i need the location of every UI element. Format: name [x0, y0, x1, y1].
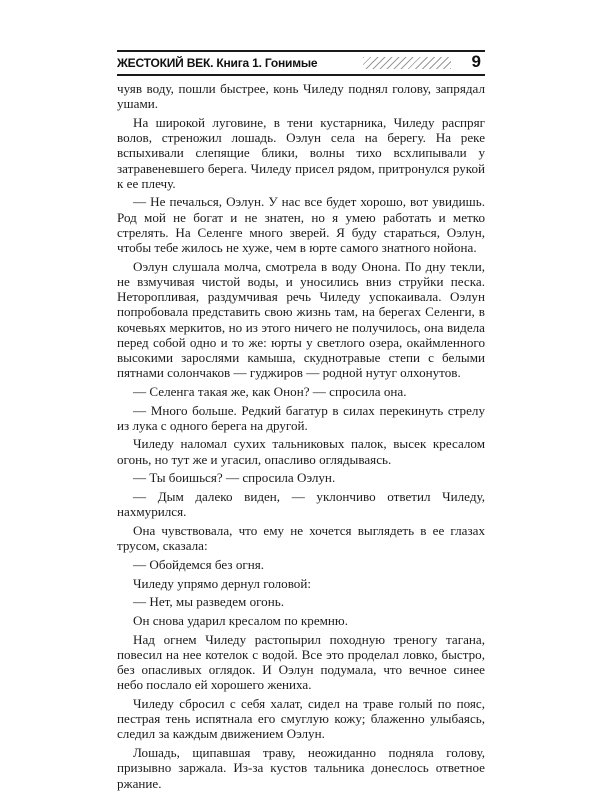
header-rule-top	[117, 50, 485, 52]
paragraph: На широкой луговине, в тени кустарника, Чиледу распряг волов, стреножил лошадь. Оэлун села на берегу. На реке вспыхивали слепящие блики, волны тихо всхлипывали у затравеневшего берега. Чиледу присел рядом, притронулся рукой к ее плечу.	[117, 114, 485, 191]
paragraph: Чиледу упрямо дернул головой:	[133, 575, 311, 591]
paragraph: Чиледу сбросил с себя халат, сидел на траве голый по пояс, пестрая тень испятнала его смуглую кожу; блаженно улыбаясь, следил за каждым движением Оэлун.	[117, 696, 485, 742]
paragraph: чуяв воду, пошли быстрее, конь Чиледу поднял голову, запрядал ушами.	[117, 81, 485, 112]
paragraph: Она чувствовала, что ему не хочется выглядеть в ее глазах трусом, сказала:	[117, 522, 485, 554]
page-number: 9	[471, 52, 481, 71]
paragraph: — Ты боишься? — спросила Оэлун.	[133, 470, 336, 486]
running-header	[117, 50, 485, 76]
paragraph: Он снова ударил кресалом по кремню.	[133, 613, 348, 628]
paragraph: Лошадь, щипавшая траву, неожиданно подняла голову, призывно заржала. Из-за кустов тальника донеслось ответное ржание.	[117, 745, 485, 791]
paragraph: — Не печалься, Оэлун. У нас все будет хорошо, вот увидишь. Род мой не богат и не знатен, но я умею работать и метко стрелять. На Селенге много зверей. Я буду стараться, Оэлун, чтобы тебе жилось не хуже, чем в юрте самого знатного нойона.	[117, 194, 485, 256]
paragraph: — Нет, мы разведем огонь.	[133, 594, 284, 610]
paragraph: Чиледу наломал сухих тальниковых палок, высек кресалом огонь, но тут же и угасил, опасливо оглядываясь.	[117, 436, 485, 467]
running-title: ЖЕСТОКИЙ ВЕК. Книга 1. Гонимые	[117, 56, 318, 70]
paragraph: — Обойдемся без огня.	[133, 556, 265, 572]
paragraph: — Дым далеко виден, — уклончиво ответил Чиледу, нахмурился.	[117, 489, 485, 520]
header-hatch-ornament	[363, 57, 451, 69]
paragraph: — Селенга такая же, как Онон? — спросила она.	[133, 383, 407, 399]
paragraph: Над огнем Чиледу растопырил походную треногу тагана, повесил на нее котелок с водой. Все это проделал ловко, быстро, без опасливых оглядок. И Оэлун подумала, что вечное синее небо послало ей хорошего жениха.	[117, 631, 485, 693]
header-rule-bottom	[117, 74, 485, 76]
body-text	[117, 81, 485, 791]
paragraph: — Много больше. Редкий багатур в силах перекинуть стрелу из лука с одного берега на другой.	[117, 402, 485, 433]
paragraph: Оэлун слушала молча, смотрела в воду Онона. По дну текли, не взмучивая чистой воды, и уносились вниз струйки песка. Неторопливая, раздумчивая речь Чиледу успокаивала. Оэлун попробовала представить свою жизнь там, на берегах Селенги, в кочевьях меркитов, но из этого ничего не получилось, она видела перед собой одно и то же: юрты у светлого озера, окаймленного высокими зарослями камыша, скуднотравые степи с белыми пятнами солончаков — гуджиров — родной нутуг олхонутов.	[117, 258, 485, 381]
